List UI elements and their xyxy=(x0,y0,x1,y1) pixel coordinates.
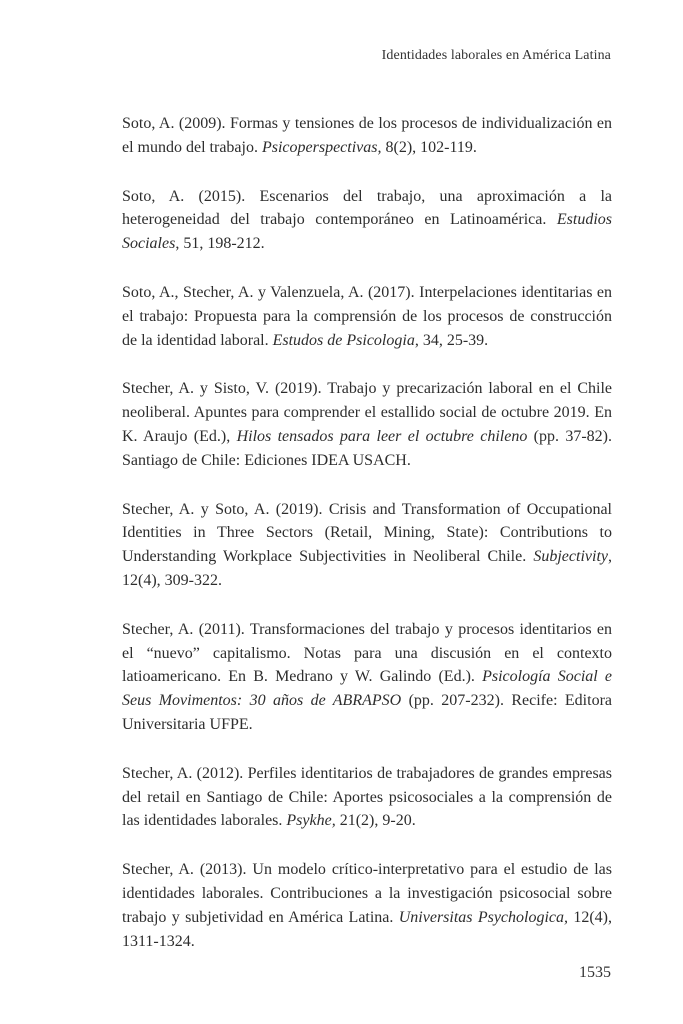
reference-entry xyxy=(122,281,612,352)
journal-title: Psykhe, xyxy=(286,812,336,830)
journal-title: Estudios Sociales xyxy=(122,211,612,253)
reference-details: (pp. 37-82). Santiago de Chile: Ediciones IDEA USACH. xyxy=(122,427,612,469)
reference-text: Stecher, A. (2012). Perfiles identitarios de trabajadores de grandes empresas del retail en Santiago de Chile: Aportes psicosociales a la comprensión de las identidades laborales. xyxy=(122,764,612,830)
reference-text: Stecher, A. (2013). Un modelo crítico-interpretativo para el estudio de las identidades laborales. Contribuciones a la investigación psicosocial sobre trabajo y subjetividad en América Latina. xyxy=(122,861,612,926)
journal-title: Subjectivity xyxy=(533,548,608,566)
reference-details: 8(2), 102-119. xyxy=(381,138,477,156)
reference-details: (pp. 207-232). Recife: Editora Universitaria UFPE. xyxy=(122,692,612,733)
reference-entry xyxy=(122,618,612,737)
reference-entry xyxy=(122,498,612,593)
reference-details: 21(2), 9-20. xyxy=(335,812,416,830)
reference-text: Soto, A. (2015). Escenarios del trabajo, una aproximación a la heterogeneidad del trabajo contemporáneo en Latinoamérica. xyxy=(122,187,612,229)
reference-text: Soto, A. (2009). Formas y tensiones de los procesos de individualización en el mundo del trabajo. xyxy=(122,115,612,156)
reference-details: , 12(4), 309-322. xyxy=(122,548,612,589)
reference-entry xyxy=(122,112,612,160)
page-number: 1535 xyxy=(579,964,611,981)
book-title: Psicología Social e Seus Movimentos: 30 años de ABRAPSO xyxy=(122,668,612,710)
journal-title: Universitas Psychologica, xyxy=(398,908,569,926)
reference-entry xyxy=(122,185,612,256)
reference-entry xyxy=(122,762,612,833)
reference-text: Soto, A., Stecher, A. y Valenzuela, A. (2017). Interpelaciones identitarias en el trabajo: Propuesta para la comprensión de los procesos de construcción de la identidad laboral. xyxy=(122,283,612,349)
journal-title: Estudos de Psicologia xyxy=(272,331,415,349)
book-title: Hilos tensados para leer el octubre chileno xyxy=(236,427,528,445)
reference-details: 12(4), 1311-1324. xyxy=(122,908,613,950)
reference-text: Stecher, A. y Soto, A. (2019). Crisis and Transformation of Occupational Identities in Three Sectors (Retail, Mining, State): Contributions to Understanding Workplace Subjectivities in Neoliberal Chile. xyxy=(122,500,612,566)
reference-text: Stecher, A. (2011). Transformaciones del trabajo y procesos identitarios en el “nuevo” capitalismo. Notas para una discusión en el contexto latioamericano. En B. Medrano y W. Galindo (Ed.). xyxy=(122,620,612,686)
journal-title: Psicoperspectivas, xyxy=(261,138,382,156)
running-head: Identidades laborales en América Latina xyxy=(381,48,611,63)
reference-details: , 34, 25-39. xyxy=(414,331,489,349)
reference-entry xyxy=(122,858,612,953)
reference-details: , 51, 198-212. xyxy=(175,235,265,253)
reference-entry xyxy=(122,377,612,472)
reference-text: Stecher, A. y Sisto, V. (2019). Trabajo y precarización laboral en el Chile neoliberal. Apuntes para comprender el estallido social de octubre 2019. En K. Araujo (Ed.), xyxy=(122,380,612,445)
reference-list xyxy=(122,112,612,978)
